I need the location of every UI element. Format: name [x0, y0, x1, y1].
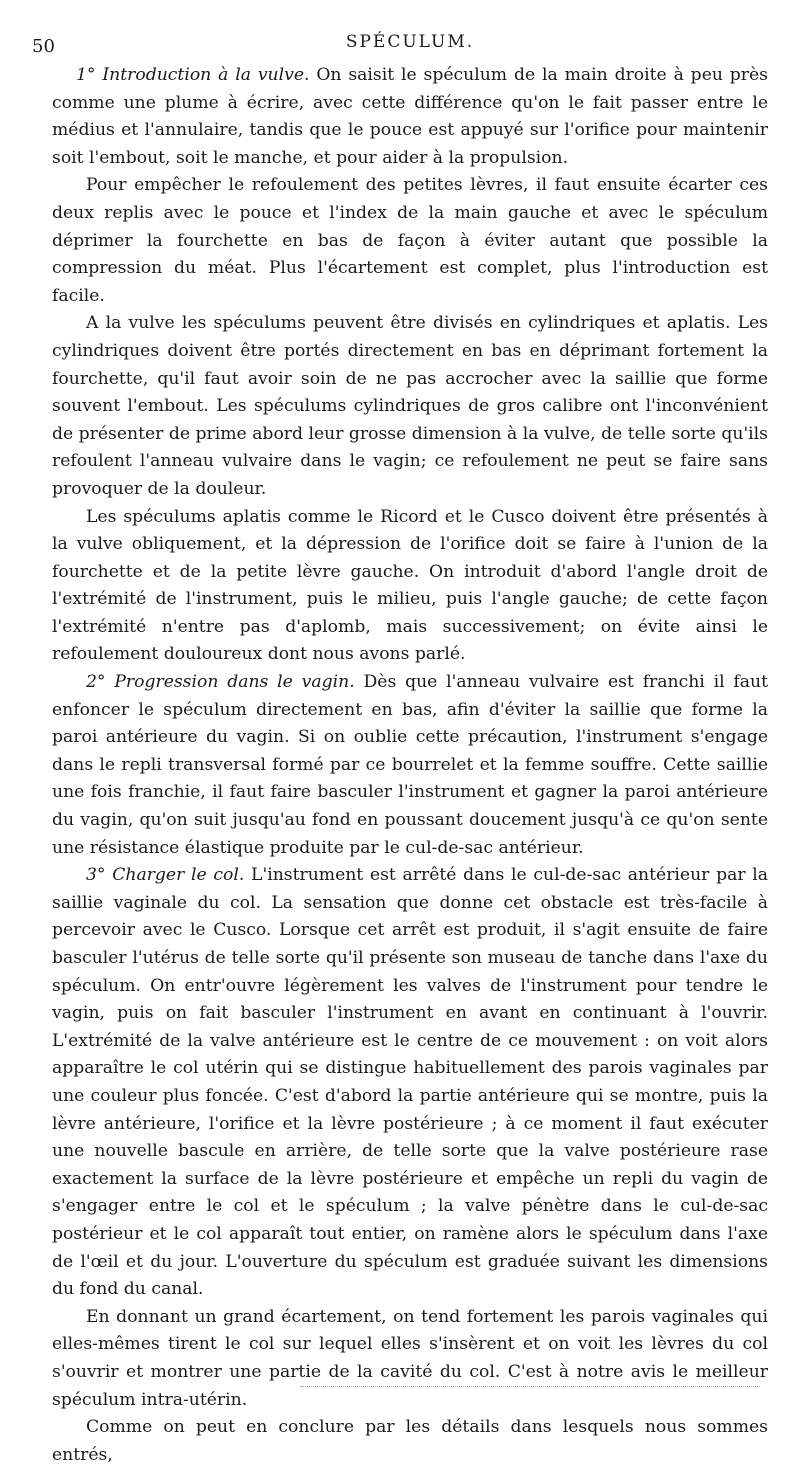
section-lead: 3° Charger le col.: [86, 865, 245, 886]
section-lead: 2° Progression dans le vagin.: [86, 672, 355, 693]
section-lead: 1° Introduction à la vulve.: [76, 65, 310, 85]
paragraph-charger-col: [52, 862, 768, 1304]
page-number: 50: [32, 36, 55, 57]
book-page: [32, 28, 769, 1469]
paragraph-text: A la vulve les spéculums peuvent être divisés en cylindriques et aplatis. Les cylindriques doivent être portés directement en bas en déprimant fortement la fourchette, qu'il faut avoir soin de ne pas accrocher avec la saillie que forme souvent l'embout. Les spéculums cylindriques de gros calibre ont l'inconvénient de présenter de prime abord leur grosse dimension à la vulve, de telle sorte qu'ils refoulent l'anneau vulvaire dans le vagin; ce refoulement ne peut se faire sans provoquer de la douleur.: [52, 313, 768, 499]
paragraph-introduction-vulve: [52, 62, 768, 172]
paragraph-text: En donnant un grand écartement, on tend fortement les parois vaginales qui elles-mêmes tirent le col sur lequel elles s'insèrent et on voit les lèvres du col s'ouvrir et montrer une partie de la cavité du col. C'est à notre avis le meilleur spéculum intra-utérin.: [52, 1306, 768, 1410]
paragraph-text: On saisit le spéculum de la main droite à peu près comme une plume à écrire, avec cette différence qu'on le fait passer entre le médius et l'annulaire, tandis que le pouce est appuyé sur l'orifice pour maintenir soit l'embout, soit le manche, et pour aider à la propulsion.: [52, 65, 769, 168]
paragraph-text: Les spéculums aplatis comme le Ricord et le Cusco doivent être présentés à la vulve obliquement, et la dépression de l'orifice doit se faire à l'union de la fourchette et de la petite lèvre gauche. On introduit d'abord l'angle droit de l'extrémité de l'instrument, puis le milieu, puis l'angle gauche; de cette façon l'extrémité n'entre pas d'aplomb, mais successivement; on évite ainsi le refoulement douloureux dont nous avons parlé.: [52, 506, 768, 665]
paragraph-aplatis: [52, 504, 768, 670]
paragraph-refoulement: [52, 172, 768, 310]
paragraph-progression-vagin: [52, 669, 768, 862]
paragraph-cylindriques: [52, 310, 768, 503]
paragraph-conclusion: [52, 1414, 768, 1469]
bleed-through-rule: [300, 1386, 760, 1387]
page-header: [32, 28, 768, 62]
body-text: [52, 62, 768, 1469]
paragraph-text: L'instrument est arrêté dans le cul-de-sac antérieur par la saillie vaginale du col. La sensation que donne cet obstacle est très-facile à percevoir avec le Cusco. Lorsque cet arrêt est produit, il s'agit ensuite de faire basculer l'utérus de telle sorte qu'il présente son museau de tanche dans l'axe du spéculum. On entr'ouvre légèrement les valves de l'instrument pour tendre le vagin, puis on fait basculer l'instrument en avant en continuant à l'ouvrir. L'extrémité de la valve antérieure est le centre de ce mouvement : on voit alors apparaître le col utérin qui se distingue habituellement des parois vaginales par une couleur plus foncée. C'est d'abord la partie antérieure qui se montre, puis la lèvre antérieure, l'orifice et la lèvre postérieure ; à ce moment il faut exécuter une nouvelle bascule en arrière, de telle sorte que la valve postérieure rase exactement la surface de la lèvre postérieure et empêche un repli du vagin de s'engager entre le col et le spéculum ; la valve pénètre dans le cul-de-sac postérieur et le col apparaît tout entier, on ramène alors le spéculum dans l'axe de l'œil et du jour. L'ouverture du spéculum est graduée suivant les dimensions du fond du canal.: [52, 865, 768, 1300]
paragraph-text: Pour empêcher le refoulement des petites lèvres, il faut ensuite écarter ces deux replis avec le pouce et l'index de la main gauche et avec le spéculum déprimer la fourchette en bas de façon à éviter autant que possible la compression du méat. Plus l'écartement est complet, plus l'introduction est facile.: [52, 175, 768, 306]
paragraph-ecartement: [52, 1304, 768, 1414]
paragraph-text: Dès que l'anneau vulvaire est franchi il faut enfoncer le spéculum directement en bas, afin d'éviter la saillie que forme la paroi antérieure du vagin. Si on oublie cette précaution, l'instrument s'engage dans le repli transversal formé par ce bourrelet et la femme souffre. Cette saillie une fois franchie, il faut faire basculer l'instrument et gagner la paroi antérieure du vagin, qu'on suit jusqu'au fond en poussant doucement jusqu'à ce qu'on sente une résistance élastique produite par le cul-de-sac antérieur.: [52, 672, 768, 858]
paragraph-text: Comme on peut en conclure par les détails dans lesquels nous sommes entrés,: [52, 1417, 768, 1465]
running-title: SPÉCULUM.: [345, 32, 475, 52]
